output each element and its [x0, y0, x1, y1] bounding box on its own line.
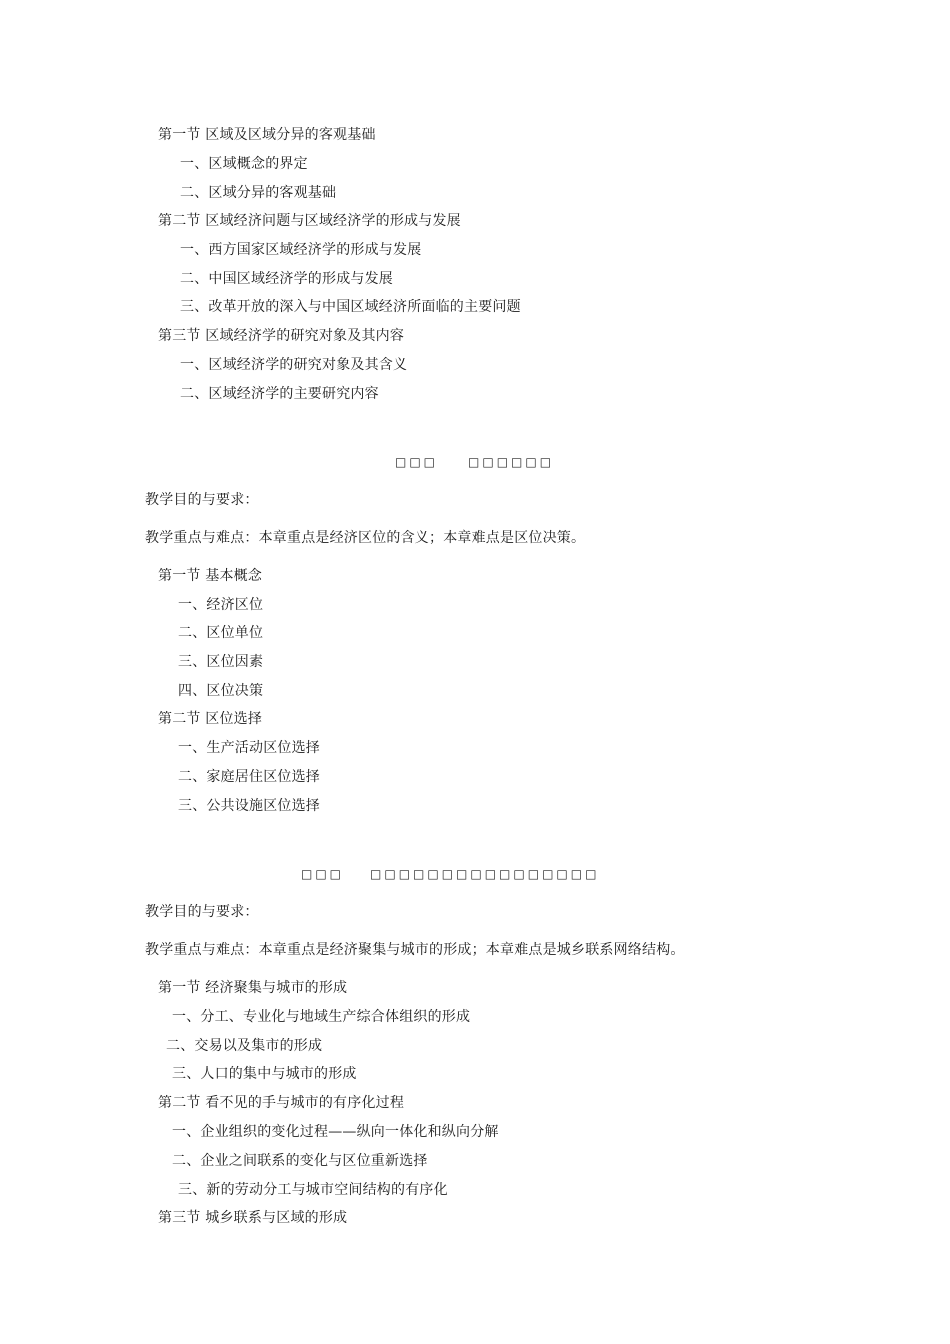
subsection-3-1-3: 三、人口的集中与城市的形成: [172, 1066, 357, 1082]
subsection-2-2-1: 一、生产活动区位选择: [178, 740, 320, 756]
chapter2-heading-title: □□□□□□: [468, 455, 555, 469]
chapter3-key-points: 教学重点与难点：本章重点是经济聚集与城市的形成；本章难点是城乡联系网络结构。: [145, 942, 685, 958]
subsection-1-3-1: 一、区域经济学的研究对象及其含义: [180, 357, 408, 373]
chapter2-key-points: 教学重点与难点：本章重点是经济区位的含义；本章难点是区位决策。: [145, 530, 586, 546]
subsection-3-1-2: 二、交易以及集市的形成: [166, 1038, 323, 1054]
subsection-2-1-2: 二、区位单位: [178, 625, 264, 641]
chapter3-heading-title: □□□□□□□□□□□□□□□□: [370, 867, 600, 881]
subsection-2-2-2: 二、家庭居住区位选择: [178, 769, 320, 785]
subsection-3-1-1: 一、分工、专业化与地域生产综合体组织的形成: [172, 1009, 471, 1025]
section-3-1: 第一节 经济聚集与城市的形成: [158, 980, 348, 996]
section-3-3: 第三节 城乡联系与区域的形成: [158, 1210, 348, 1226]
chapter3-heading-number: □□□: [301, 867, 345, 881]
section-2-2: 第二节 区位选择: [158, 711, 263, 727]
subsection-3-2-1: 一、企业组织的变化过程——纵向一体化和纵向分解: [172, 1124, 499, 1140]
subsection-3-2-3: 三、新的劳动分工与城市空间结构的有序化: [178, 1182, 448, 1198]
subsection-1-2-2: 二、中国区域经济学的形成与发展: [180, 271, 393, 287]
subsection-2-1-4: 四、区位决策: [178, 683, 264, 699]
chapter3-objectives: 教学目的与要求：: [145, 904, 259, 920]
chapter3-heading: [301, 866, 599, 882]
subsection-2-1-3: 三、区位因素: [178, 654, 264, 670]
subsection-1-1-2: 二、区域分异的客观基础: [180, 185, 337, 201]
section-1-1: 第一节 区域及区域分异的客观基础: [158, 127, 376, 143]
chapter2-objectives: 教学目的与要求：: [145, 492, 259, 508]
section-3-2: 第二节 看不见的手与城市的有序化过程: [158, 1095, 405, 1111]
section-1-2: 第二节 区域经济问题与区域经济学的形成与发展: [158, 213, 461, 229]
subsection-1-2-1: 一、西方国家区域经济学的形成与发展: [180, 242, 422, 258]
subsection-1-1-1: 一、区域概念的界定: [180, 156, 308, 172]
subsection-2-1-1: 一、经济区位: [178, 597, 264, 613]
subsection-3-2-2: 二、企业之间联系的变化与区位重新选择: [172, 1153, 428, 1169]
subsection-1-3-2: 二、区域经济学的主要研究内容: [180, 386, 379, 402]
section-1-3: 第三节 区域经济学的研究对象及其内容: [158, 328, 405, 344]
chapter2-heading: [395, 454, 554, 470]
subsection-2-2-3: 三、公共设施区位选择: [178, 798, 320, 814]
chapter2-heading-number: □□□: [395, 455, 439, 469]
subsection-1-2-3: 三、改革开放的深入与中国区域经济所面临的主要问题: [180, 299, 521, 315]
section-2-1: 第一节 基本概念: [158, 568, 263, 584]
